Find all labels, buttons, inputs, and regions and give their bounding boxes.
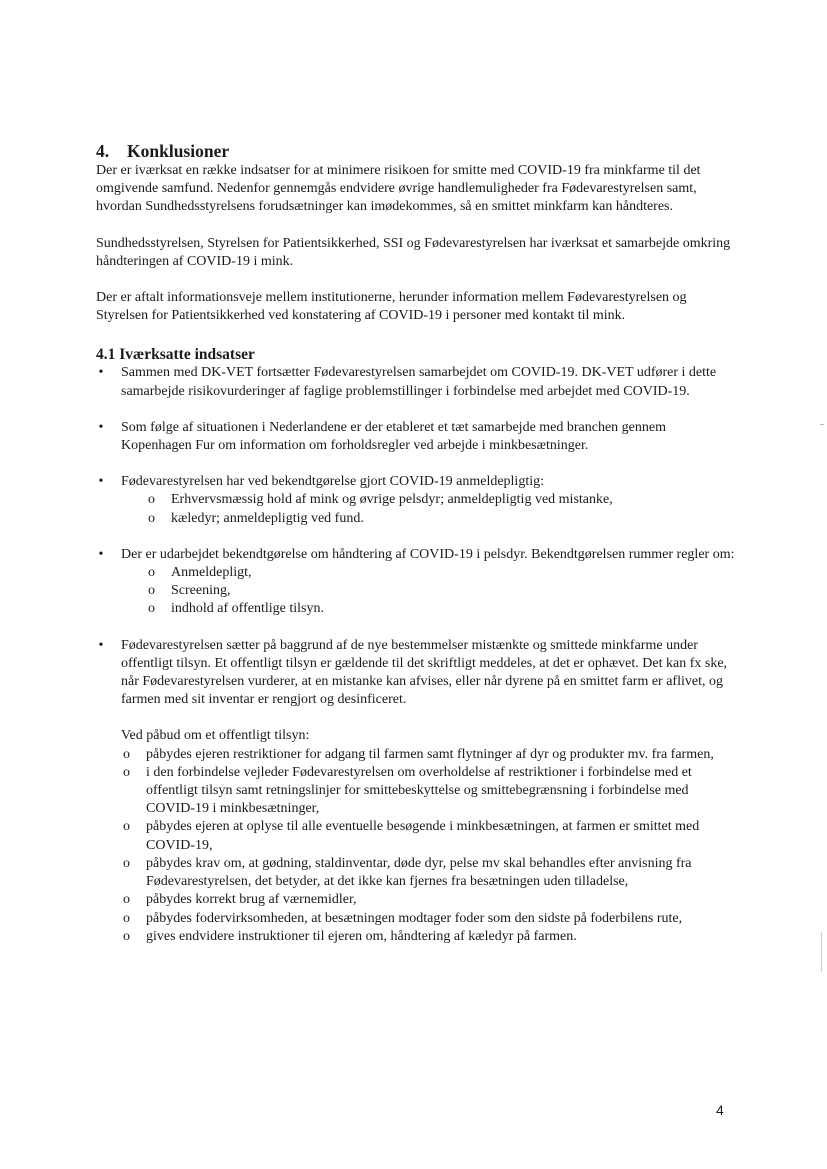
sub-item — [96, 491, 736, 509]
sub-marker: o — [123, 819, 130, 835]
sub-text: påbydes krav om, at gødning, staldinventar, døde dyr, pelse mv skal behandles efter anvisning fra Fødevarestyrelsen, det betyder, at det ikke kan fjernes fra besætningen uden tilladelse, — [146, 855, 692, 890]
sub-text: påbydes ejeren at oplyse til alle eventuelle besøgende i minkbesætningen, at farmen er smittet med COVID-19, — [146, 819, 700, 853]
subsection-heading: 4.1 Iværksatte indsatser — [96, 346, 255, 364]
bullet-item — [96, 419, 736, 455]
sub-text: i den forbindelse vejleder Fødevarestyrelsen om overholdelse af restriktioner i forbindelse med et offentligt tilsyn samt retningslinjer for smittebeskyttelse og smittebegrænsning i forbindelse med COVID-19 i minkbesætninger, — [146, 764, 692, 817]
sub-marker: o — [148, 565, 155, 581]
paragraph: Der er iværksat en række indsatser for at minimere risikoen for smitte med COVID-19 fra minkfarme til det omgivende samfund. Nedenfor gennemgås endvidere øvrige handlemuligheder fra Fødevarestyrelsen samt, hvordan Sundhedsstyrelsens forudsætninger kan imødekommes, så en smittet minkfarm kan håndteres. — [96, 163, 701, 215]
sub-text: Anmeldepligt, — [171, 565, 252, 581]
section-number: 4. — [96, 141, 110, 161]
sub-item — [96, 564, 736, 582]
list-intro: Ved påbud om et offentligt tilsyn: — [121, 728, 310, 744]
bullet-text: Som følge af situationen i Nederlandene er der etableret et tæt samarbejde med branchen gennem Kopenhagen Fur om information om forholdsregler ved arbejde i minkbesætninger. — [121, 419, 667, 454]
sub-item — [96, 928, 736, 946]
bullet-marker: • — [98, 546, 104, 562]
sub-marker: o — [123, 928, 130, 944]
section-title: Konklusioner — [127, 141, 230, 161]
sub-marker: o — [123, 764, 130, 780]
bullet-item — [96, 473, 736, 491]
sub-marker: o — [148, 510, 155, 526]
sub-item — [96, 746, 736, 764]
sub-item — [96, 510, 736, 528]
scan-mark — [820, 424, 824, 425]
sub-text: indhold af offentlige tilsyn. — [171, 601, 324, 617]
sub-text: Erhvervsmæssig hold af mink og øvrige pelsdyr; anmeldepligtig ved mistanke, — [171, 492, 613, 508]
sub-marker: o — [123, 892, 130, 908]
sub-text: påbydes fodervirksomheden, at besætningen modtager foder som den sidste på foderbilens rute, — [146, 910, 683, 926]
sub-text: kæledyr; anmeldepligtig ved fund. — [171, 510, 364, 526]
sub-item — [96, 582, 736, 600]
bullet-marker: • — [98, 637, 104, 653]
bullet-item — [96, 364, 736, 400]
bullet-item — [96, 546, 736, 564]
document-page — [96, 140, 736, 946]
paragraph: Sundhedsstyrelsen, Styrelsen for Patientsikkerhed, SSI og Fødevarestyrelsen har iværksat et samarbejde omkring håndteringen af COVID-19 i mink. — [96, 235, 731, 269]
bullet-marker: • — [98, 419, 104, 435]
sub-marker: o — [148, 583, 155, 599]
sub-item — [96, 910, 736, 928]
bullet-text: Fødevarestyrelsen sætter på baggrund af de nye bestemmelser mistænkte og smittede minkfarme under offentligt tilsyn. Et offentligt tilsyn er gældende til det skriftligt meddeles, at det er ophævet. Det kan fx ske, når Fødevarestyrelsen vurderer, at en mistanke kan afvises, eller når dyrene på en smittet farm er aflivet, og farmen med sit inventar er rengjort og desinficeret. — [121, 637, 728, 708]
sub-marker: o — [148, 601, 155, 617]
bullet-text: Der er udarbejdet bekendtgørelse om håndtering af COVID-19 i pelsdyr. Bekendtgørelsen rummer regler om: — [121, 546, 735, 562]
sub-item — [96, 855, 736, 891]
sub-item — [96, 600, 736, 618]
sub-text: påbydes ejeren restriktioner for adgang til farmen samt flytninger af dyr og produkter mv. fra farmen, — [146, 746, 714, 762]
bullet-text: Sammen med DK-VET fortsætter Fødevarestyrelsen samarbejdet om COVID-19. DK-VET udfører i dette samarbejde risikovurderinger af faglige problemstillinger i forbindelse med arbejdet med COVID-19. — [121, 365, 717, 399]
bullet-marker: • — [98, 474, 104, 490]
sub-text: gives endvidere instruktioner til ejeren om, håndtering af kæledyr på farmen. — [146, 928, 577, 944]
section-heading — [96, 140, 736, 162]
sub-text: påbydes korrekt brug af værnemidler, — [146, 892, 357, 908]
sub-item — [96, 764, 736, 819]
sub-item — [96, 891, 736, 909]
bullet-item — [96, 637, 736, 710]
sub-marker: o — [123, 855, 130, 871]
sub-item — [96, 818, 736, 854]
sub-text: Screening, — [171, 583, 231, 599]
sub-marker: o — [148, 492, 155, 508]
paragraph: Der er aftalt informationsveje mellem institutionerne, herunder information mellem Fødevarestyrelsen og Styrelsen for Patientsikkerhed ved konstatering af COVID-19 i personer med kontakt til mink. — [96, 290, 687, 324]
sub-marker: o — [123, 910, 130, 926]
bullet-text: Fødevarestyrelsen har ved bekendtgørelse gjort COVID-19 anmeldepligtig: — [121, 474, 544, 490]
page-number: 4 — [716, 1102, 724, 1118]
scan-mark — [821, 932, 822, 972]
sub-marker: o — [123, 746, 130, 762]
bullet-marker: • — [98, 365, 104, 381]
